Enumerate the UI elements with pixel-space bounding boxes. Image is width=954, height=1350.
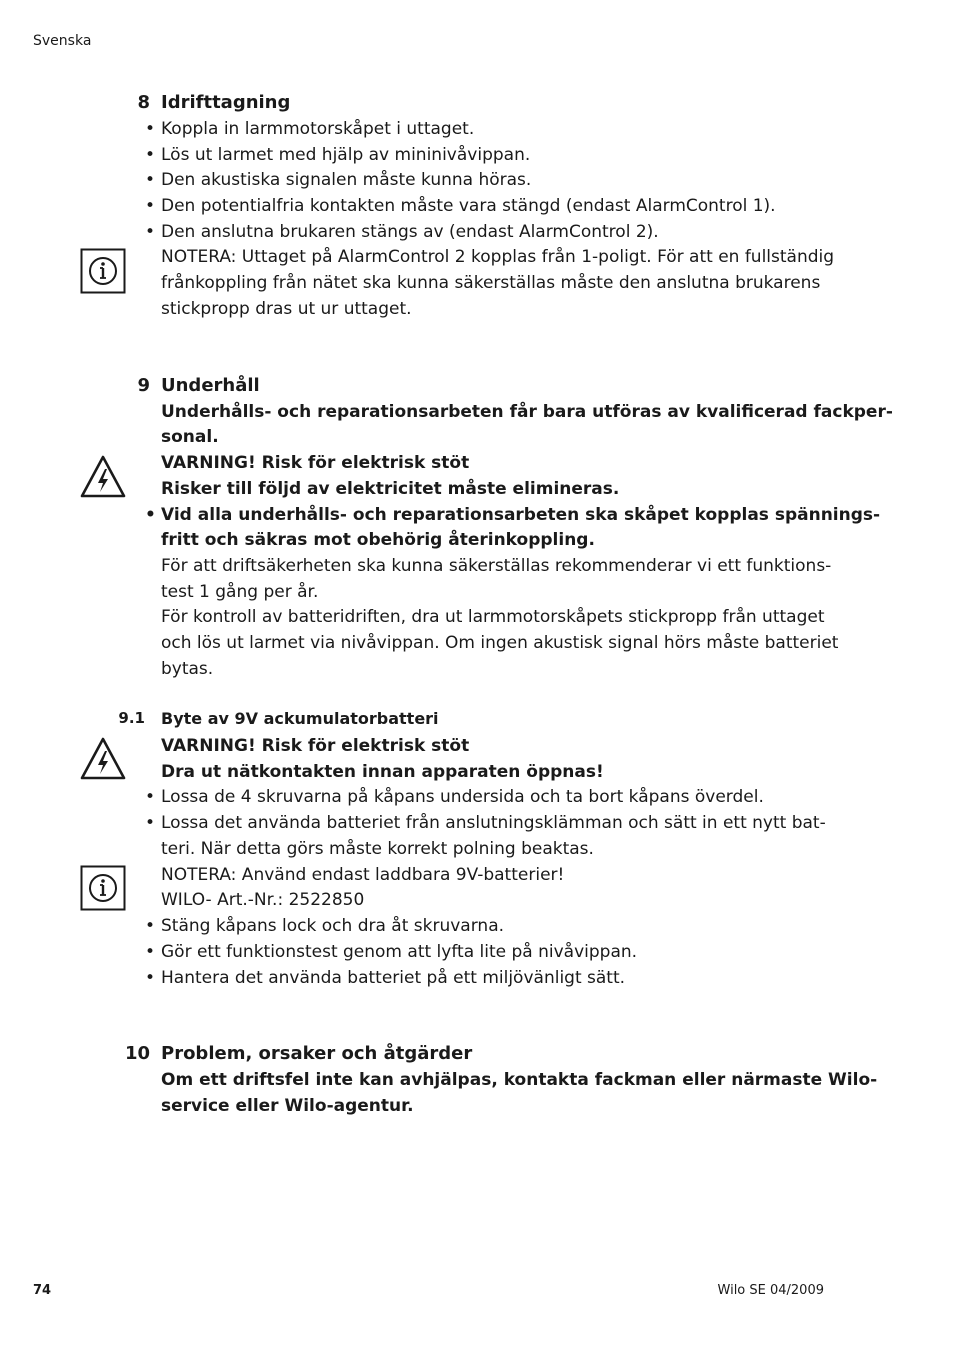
bullet-marker: •	[145, 196, 156, 216]
bold-list-item: fritt och säkras mot obehörig återinkoppling.	[161, 530, 595, 550]
paragraph-line: bytas.	[161, 659, 214, 679]
section-title: Problem, orsaker och åtgärder	[161, 1043, 473, 1064]
paragraph-line: För kontroll av batteridriften, dra ut larmmotorskåpets stickpropp från uttaget	[161, 607, 825, 627]
warning-text: Risker till följd av elektricitet måste elimineras.	[161, 479, 620, 499]
info-icon	[80, 865, 126, 911]
bullet-marker: •	[145, 813, 156, 833]
note-line: frånkoppling från nätet ska kunna säkerställas måste den anslutna brukarens	[161, 273, 821, 293]
note-line: NOTERA: Använd endast laddbara 9V-batterier!	[161, 865, 565, 885]
page-number: 74	[33, 1283, 52, 1298]
bullet-marker: •	[145, 119, 156, 139]
bullet-marker: •	[145, 916, 156, 936]
bullet-marker: •	[145, 942, 156, 962]
intro-line: sonal.	[161, 427, 219, 447]
section-number: 9	[137, 375, 150, 396]
text-line: service eller Wilo-agentur.	[161, 1096, 414, 1116]
section-title: Idrifttagning	[161, 92, 291, 113]
subsection-number: 9.1	[118, 709, 145, 727]
electric-hazard-icon	[80, 454, 126, 500]
bold-list-item: Vid alla underhålls- och reparationsarbeten ska skåpet kopplas spännings-	[161, 505, 881, 525]
list-item: Hantera det använda batteriet på ett miljövänligt sätt.	[161, 968, 626, 988]
text-line: Om ett driftsfel inte kan avhjälpas, kontakta fackman eller närmaste Wilo-	[161, 1070, 878, 1090]
bullet-marker: •	[145, 505, 156, 525]
paragraph-line: test 1 gång per år.	[161, 582, 319, 602]
note-line: stickpropp dras ut ur uttaget.	[161, 299, 412, 319]
subsection-title: Byte av 9V ackumulatorbatteri	[161, 709, 439, 728]
section-number: 8	[137, 92, 150, 113]
paragraph-line: och lös ut larmet via nivåvippan. Om ingen akustisk signal hörs måste batteriet	[161, 633, 839, 653]
electric-hazard-icon	[80, 736, 126, 782]
list-item: Lossa de 4 skruvarna på kåpans undersida och ta bort kåpans överdel.	[161, 787, 764, 807]
section-title: Underhåll	[161, 375, 260, 396]
list-item: Den akustiska signalen måste kunna höras.	[161, 170, 532, 190]
list-item: Gör ett funktionstest genom att lyfta lite på nivåvippan.	[161, 942, 638, 962]
warning-text: Dra ut nätkontakten innan apparaten öppnas!	[161, 762, 604, 782]
list-item: Den potentialfria kontakten måste vara stängd (endast AlarmControl 1).	[161, 196, 776, 216]
section-number: 10	[124, 1043, 150, 1064]
warning-title: VARNING! Risk för elektrisk stöt	[161, 736, 470, 756]
list-item: Lös ut larmet med hjälp av mininivåvippan.	[161, 145, 531, 165]
list-item: Koppla in larmmotorskåpet i uttaget.	[161, 119, 475, 139]
list-item: Lossa det använda batteriet från anslutningsklämman och sätt in ett nytt bat-	[161, 813, 826, 833]
bullet-marker: •	[145, 787, 156, 807]
paragraph-line: För att driftsäkerheten ska kunna säkerställas rekommenderar vi ett funktions-	[161, 556, 832, 576]
bullet-marker: •	[145, 222, 156, 242]
intro-line: Underhålls- och reparationsarbeten får bara utföras av kvalificerad fackper-	[161, 402, 893, 422]
warning-title: VARNING! Risk för elektrisk stöt	[161, 453, 470, 473]
bullet-marker: •	[145, 170, 156, 190]
language-label: Svenska	[33, 33, 92, 49]
list-item-continuation: teri. När detta görs måste korrekt polning beaktas.	[161, 839, 594, 859]
note-line: WILO- Art.-Nr.: 2522850	[161, 890, 365, 910]
list-item: Stäng kåpans lock och dra åt skruvarna.	[161, 916, 505, 936]
footer-company: Wilo SE 04/2009	[717, 1283, 824, 1298]
info-icon	[80, 248, 126, 294]
bullet-marker: •	[145, 145, 156, 165]
list-item: Den anslutna brukaren stängs av (endast AlarmControl 2).	[161, 222, 659, 242]
bullet-marker: •	[145, 968, 156, 988]
note-line: NOTERA: Uttaget på AlarmControl 2 kopplas från 1-poligt. För att en fullständig	[161, 247, 835, 267]
